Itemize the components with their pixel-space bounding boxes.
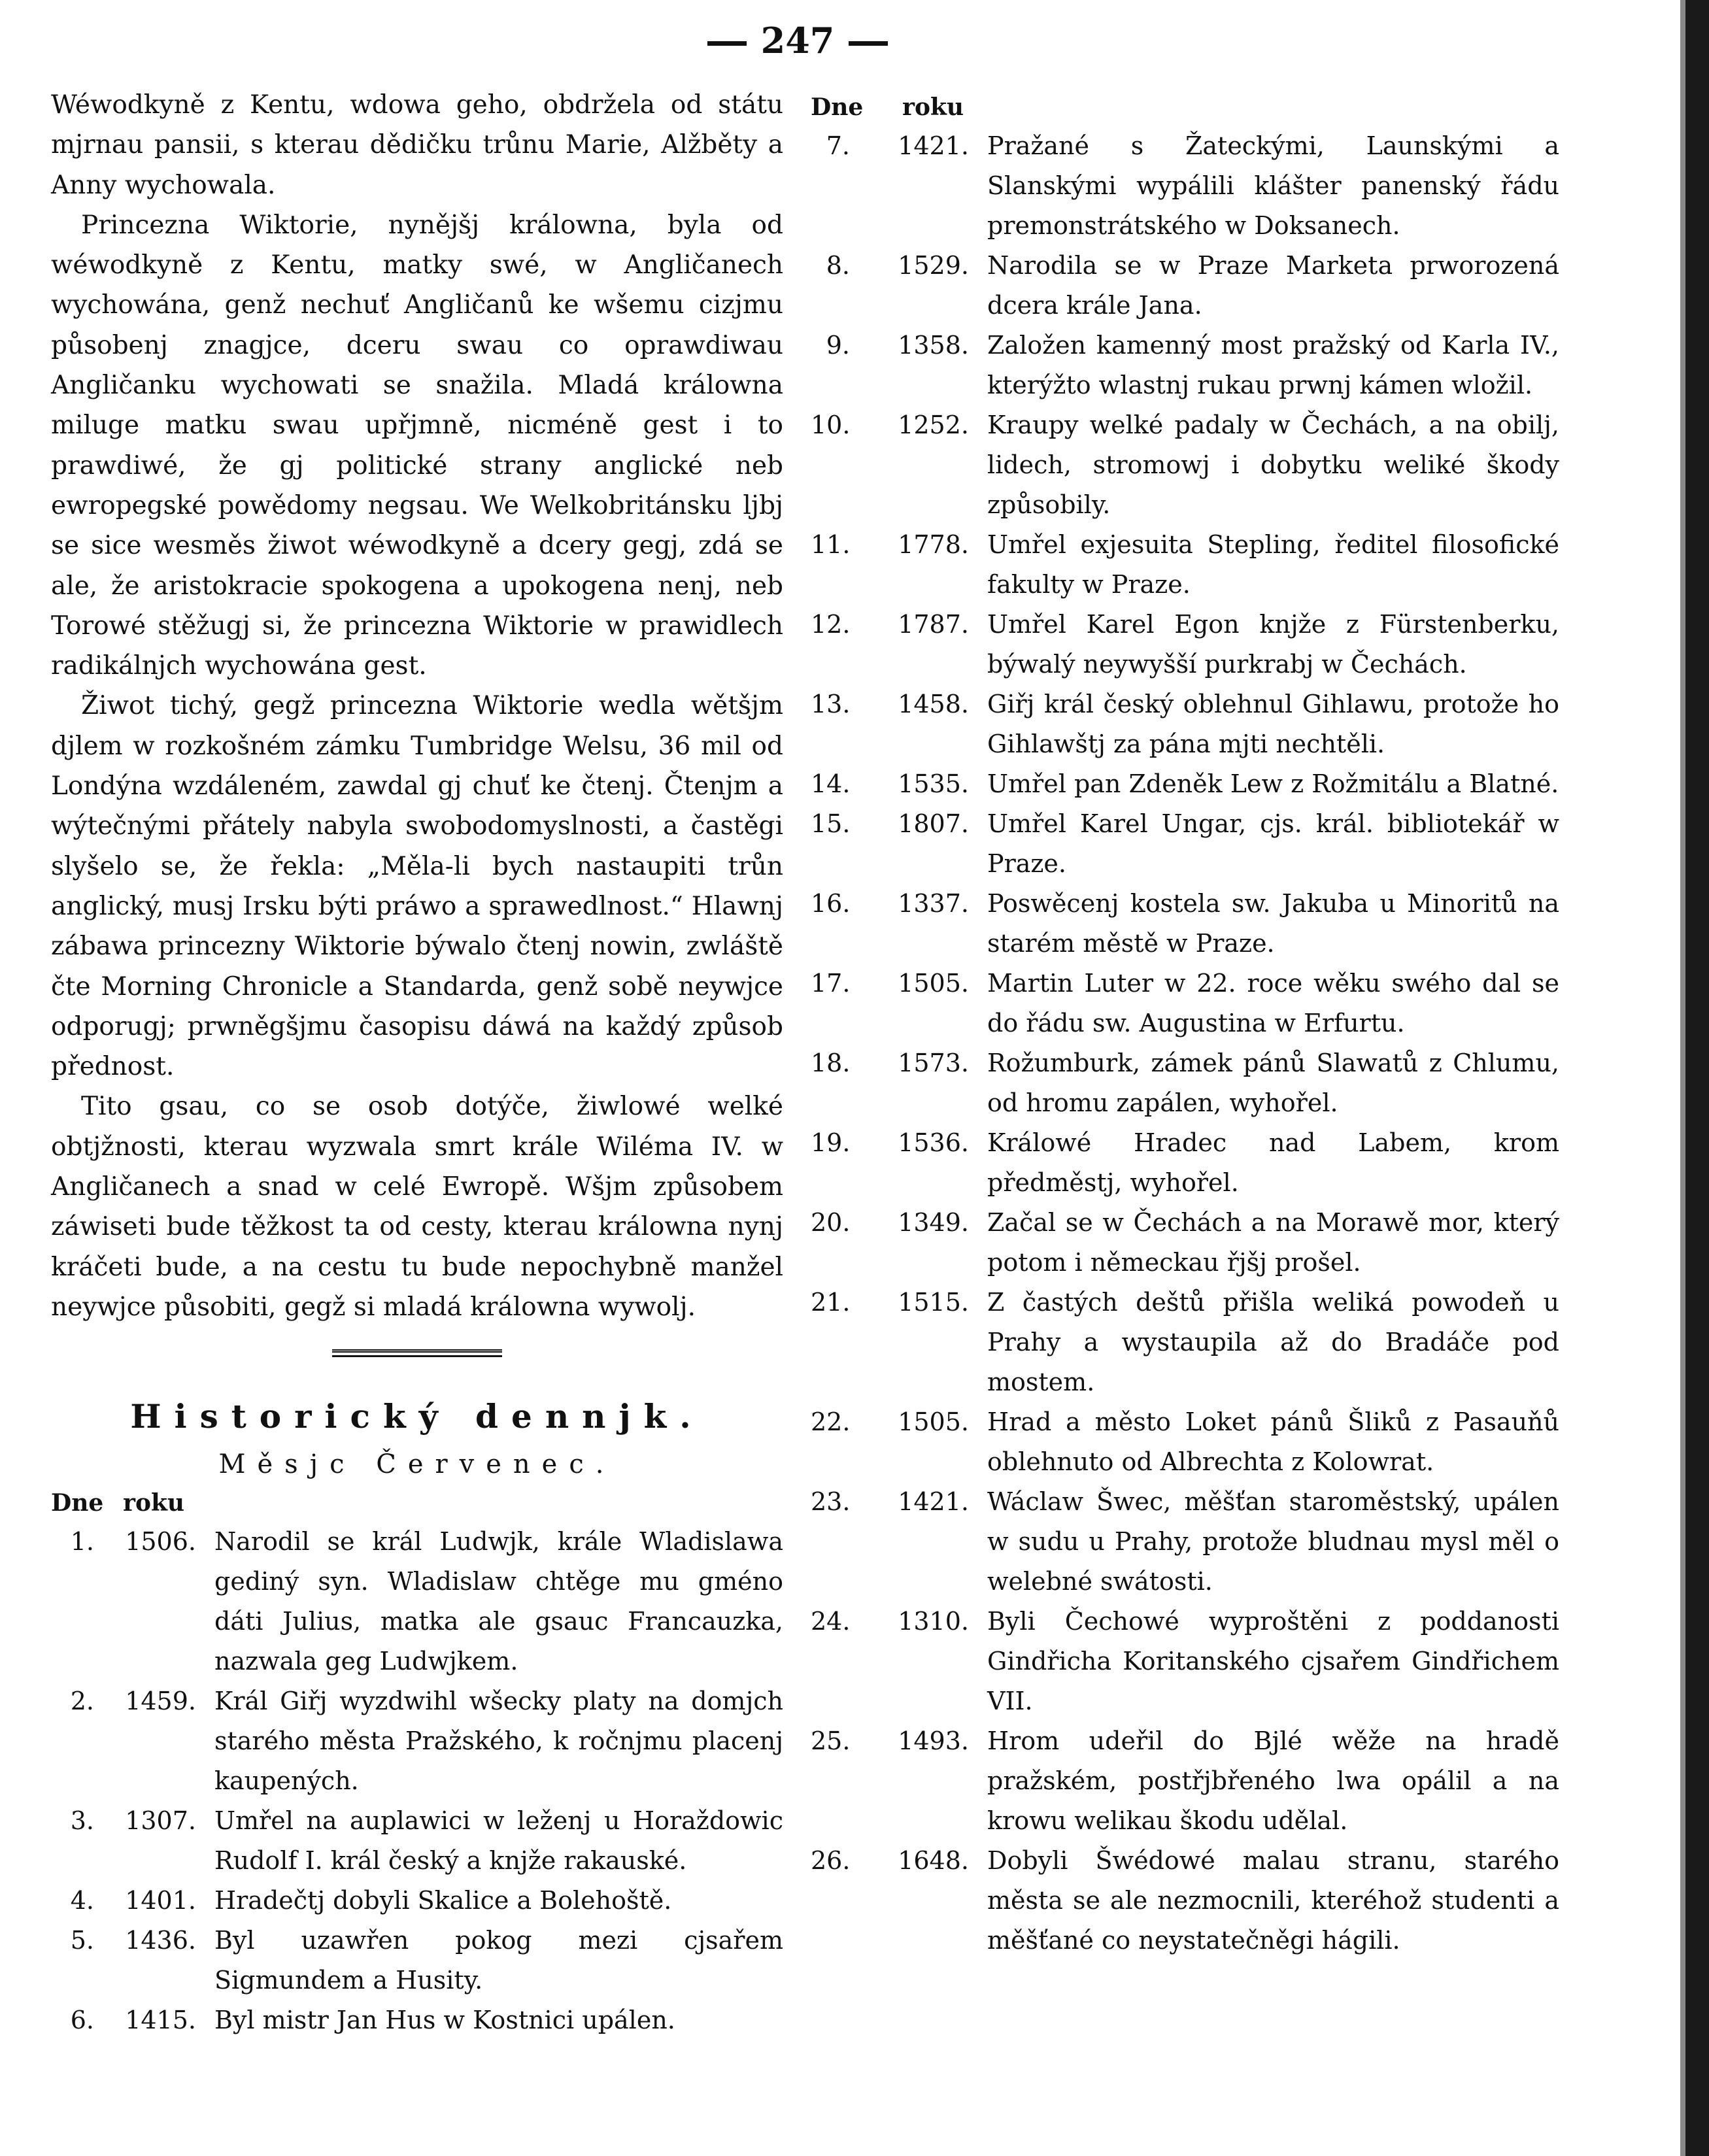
calendar-entry <box>811 964 1559 1043</box>
entry-day: 8. <box>826 251 850 280</box>
entry-day: 6. <box>70 2006 94 2035</box>
entry-year: 1787. <box>898 610 969 639</box>
left-column <box>51 85 783 2040</box>
entry-text: Umřel Karel Egon knjže z Fürstenberku, býwalý neywyšší purkrabj w Čechách. <box>987 610 1559 679</box>
section-divider <box>332 1349 502 1357</box>
entry-year: 1349. <box>898 1208 969 1237</box>
entry-year: 1807. <box>898 809 969 838</box>
entry-year: 1421. <box>898 1487 969 1516</box>
entry-day: 16. <box>811 889 851 918</box>
entry-text: Umřel exjesuita Stepling, ředitel filosofické fakulty w Praze. <box>987 530 1559 599</box>
entry-year: 1515. <box>898 1288 969 1317</box>
column-header-year: roku <box>123 1489 185 1517</box>
entry-day: 14. <box>811 769 851 798</box>
section-subtitle: Měsjc Červenec. <box>218 1449 616 1480</box>
entry-text: Byl uzawřen pokog mezi cjsařem Sigmundem a Husity. <box>214 1926 783 1995</box>
entry-day: 20. <box>811 1208 851 1237</box>
entry-year: 1505. <box>898 1407 969 1436</box>
calendar-entry <box>811 246 1559 326</box>
article-paragraph: Wéwodkyně z Kentu, wdowa geho, obdržela od státu mjrnau pansii, s kterau dědičku trůnu Marie, Alžběty a Anny wychowala. <box>51 90 783 200</box>
column-header <box>811 88 1559 126</box>
entry-day: 19. <box>811 1128 851 1157</box>
entry-text: Pražané s Žateckými, Launskými a Slanskými wypálili klášter panenský řádu premonstrátského w Doksanech. <box>987 131 1559 240</box>
page-number: 247 <box>760 20 835 61</box>
calendar-entry <box>811 525 1559 605</box>
entry-text: Byli Čechowé wyproštěni z poddanosti Gindřicha Koritanského cjsařem Gindřichem VII. <box>987 1607 1559 1715</box>
entry-day: 11. <box>811 530 851 559</box>
entry-day: 4. <box>70 1886 94 1915</box>
entry-text: Umřel Karel Ungar, cjs. král. bibliotekář w Praze. <box>987 809 1559 878</box>
calendar-entry <box>811 1482 1559 1602</box>
calendar-entry <box>811 1123 1559 1203</box>
entry-day: 5. <box>70 1926 94 1955</box>
entry-day: 12. <box>811 610 851 639</box>
entry-day: 18. <box>811 1049 851 1077</box>
entry-day: 17. <box>811 969 851 998</box>
calendar-entry <box>51 1522 783 1681</box>
entry-text: Umřel na auplawici w leženj u Horaždowic Rudolf I. král český a knjže rakauské. <box>214 1806 783 1876</box>
calendar-entry <box>811 1602 1559 1721</box>
article-paragraph: Princezna Wiktorie, nynějšj králowna, byla od wéwodkyně z Kentu, matky swé, w Angličanech wychowána, genž nechuť Angličanů ke wšemu cizjmu působenj znagjce, dceru swau co oprawdiwau Angličanku wychowati se snažila. Mladá králowna miluge matku swau upřjmně, nicméně gest i to prawdiwé, že gj politické strany anglické neb ewropegské powědomy negsau. We Welkobritánsku ljbj se sice wesměs žiwot wéwodkyně a dcery gegj, zdá se ale, že aristokracie spokogena a upokogena nenj, neb Torowé stěžugj si, že princezna Wiktorie w prawidlech radikálnjch wychowána gest. <box>51 210 783 681</box>
calendar-entry <box>51 1881 783 1921</box>
calendar-entry <box>811 884 1559 964</box>
entry-year: 1493. <box>898 1726 969 1755</box>
entry-day: 21. <box>811 1288 851 1317</box>
entry-year: 1535. <box>898 769 969 798</box>
entry-day: 2. <box>70 1687 94 1716</box>
entry-year: 1337. <box>898 889 969 918</box>
calendar-entry <box>811 804 1559 884</box>
entry-day: 15. <box>811 809 851 838</box>
entry-text: Umřel pan Zdeněk Lew z Rožmitálu a Blatné. <box>987 769 1559 798</box>
entry-text: Založen kamenný most pražský od Karla IV., kterýžto wlastnj rukau prwnj kámen wložil. <box>987 331 1559 399</box>
article-paragraph: Tito gsau, co se osob dotýče, žiwlowé welké obtjžnosti, kterau wyzwala smrt krále Wiléma IV. w Angličanech a snad w celé Ewropě. Wšjm způsobem záwiseti bude těžkost ta od cesty, kterau králowna nynj kráčeti bude, a na cestu tu bude nepochybně manžel neywjce působiti, gegž si mladá králowna wywolj. <box>51 1092 783 1322</box>
entry-year: 1307. <box>125 1806 196 1836</box>
entry-year: 1648. <box>898 1846 969 1875</box>
calendar-entry <box>51 1681 783 1801</box>
calendar-entry <box>811 326 1559 405</box>
entry-text: Hrad a město Loket pánů Šliků z Pasauňů oblehnuto od Albrechta z Kolowrat. <box>987 1407 1559 1476</box>
entry-day: 7. <box>826 131 850 160</box>
calendar-entry <box>811 1043 1559 1123</box>
column-header-year: roku <box>902 93 964 121</box>
column-header-day: Dne <box>51 1489 104 1517</box>
entry-day: 9. <box>826 331 850 360</box>
calendar-entry <box>811 1841 1559 1961</box>
header-dash-left <box>707 41 747 46</box>
entry-text: Z častých deštů přišla weliká powodeň u Prahy a wystaupila až do Bradáče pod mostem. <box>987 1288 1559 1396</box>
calendar-entry <box>811 605 1559 684</box>
calendar-entry <box>811 684 1559 764</box>
entry-day: 13. <box>811 690 851 718</box>
entry-day: 1. <box>70 1527 94 1557</box>
entry-text: Wáclaw Šwec, měšťan staroměstský, upálen w sudu u Prahy, protože bludnau mysl měl o welebné swátosti. <box>987 1487 1559 1596</box>
entry-text: Narodil se král Ludwjk, krále Wladislawa gediný syn. Wladislaw chtěge mu gméno dáti Julius, matka ale gsauc Francauzka, nazwala geg Ludwjkem. <box>214 1527 783 1676</box>
entry-text: Byl mistr Jan Hus w Kostnici upálen. <box>214 2006 675 2035</box>
entry-text: Kraupy welké padaly w Čechách, a na obilj, lidech, stromowj i dobytku weliké škody způsobily. <box>987 411 1559 519</box>
entry-year: 1536. <box>898 1128 969 1157</box>
entry-year: 1459. <box>125 1687 196 1716</box>
entry-year: 1505. <box>898 969 969 998</box>
entry-text: Giřj král český oblehnul Gihlawu, protože ho Gihlawštj za pána mjti nechtěli. <box>987 690 1559 758</box>
entry-day: 25. <box>811 1726 851 1755</box>
article-paragraph: Žiwot tichý, gegž princezna Wiktorie wedla wětšjm djlem w rozkošném zámku Tumbridge Welsu, 36 mil od Londýna wzdáleném, zawdal gj chuť ke čtenj. Čtenjm a wýtečnými přátely nabyla swobodomyslnosti, a častěgi slyšelo se, že řekla: „Měla-li bych nastaupiti trůn anglický, musj Irsku býti práwo a sprawedlnost.“ Hlawnj zábawa princezny Wiktorie býwalo čtenj nowin, zwláště čte Morning Chronicle a Standarda, genž sobě neywjce odporugj; prwněgšjmu časopisu dáwá na každý způsob přednost. <box>51 691 783 1082</box>
entry-day: 26. <box>811 1846 851 1875</box>
entry-year: 1310. <box>898 1607 969 1636</box>
entry-year: 1252. <box>898 411 969 439</box>
calendar-entry <box>811 1283 1559 1402</box>
page-edge-shadow <box>1680 0 1685 2156</box>
entry-year: 1529. <box>898 251 969 280</box>
calendar-entry <box>51 1921 783 2000</box>
entry-year: 1458. <box>898 690 969 718</box>
calendar-entry <box>811 1203 1559 1283</box>
page-header <box>680 20 915 61</box>
entry-day: 23. <box>811 1487 851 1516</box>
column-header-day: Dne <box>811 93 864 121</box>
calendar-entry <box>51 2000 783 2040</box>
calendar-entries-left <box>51 1522 783 2040</box>
header-dash-right <box>849 41 888 46</box>
entry-day: 22. <box>811 1407 851 1436</box>
entry-day: 10. <box>811 411 851 439</box>
column-header <box>51 1484 783 1522</box>
entry-year: 1778. <box>898 530 969 559</box>
calendar-entry <box>811 126 1559 246</box>
entry-year: 1421. <box>898 131 969 160</box>
entry-year: 1506. <box>125 1527 196 1557</box>
entry-year: 1358. <box>898 331 969 360</box>
entry-text: Začal se w Čechách a na Morawě mor, který potom i německau řjšj prošel. <box>987 1208 1559 1277</box>
entry-day: 3. <box>70 1806 94 1836</box>
section-title: Historický dennjk. <box>130 1397 704 1436</box>
calendar-entry <box>811 764 1559 804</box>
calendar-entry <box>811 1721 1559 1841</box>
entry-text: Hrom udeřil do Bjlé wěže na hradě pražském, postřjbřeného lwa opálil a na krowu welikau škodu udělal. <box>987 1726 1559 1835</box>
entry-text: Martin Luter w 22. roce wěku swého dal se do řádu sw. Augustina w Erfurtu. <box>987 969 1559 1037</box>
entry-text: Králowé Hradec nad Labem, krom předměstj, wyhořel. <box>987 1128 1559 1197</box>
entry-text: Rožumburk, zámek pánů Slawatů z Chlumu, od hromu zapálen, wyhořel. <box>987 1049 1559 1117</box>
entry-text: Král Giřj wyzdwihl wšecky platy na domjch starého města Pražského, k ročnjmu placenj kaupených. <box>214 1687 783 1796</box>
right-column <box>811 88 1559 1961</box>
entry-year: 1573. <box>898 1049 969 1077</box>
calendar-entry <box>811 405 1559 525</box>
entry-year: 1401. <box>125 1886 196 1915</box>
entry-text: Dobyli Šwédowé malau stranu, starého města se ale nezmocnili, kteréhož studenti a měšťané co neystatečněgi hágili. <box>987 1846 1559 1955</box>
entry-day: 24. <box>811 1607 851 1636</box>
calendar-entry <box>811 1402 1559 1482</box>
entry-text: Hradečtj dobyli Skalice a Bolehoště. <box>214 1886 672 1915</box>
entry-text: Poswěcenj kostela sw. Jakuba u Minoritů na starém městě w Praze. <box>987 889 1559 958</box>
book-binding-edge <box>1685 0 1709 2156</box>
entry-text: Narodila se w Praze Marketa prworozená dcera krále Jana. <box>987 251 1559 320</box>
calendar-entry <box>51 1801 783 1881</box>
entry-year: 1415. <box>125 2006 196 2035</box>
entry-year: 1436. <box>125 1926 196 1955</box>
